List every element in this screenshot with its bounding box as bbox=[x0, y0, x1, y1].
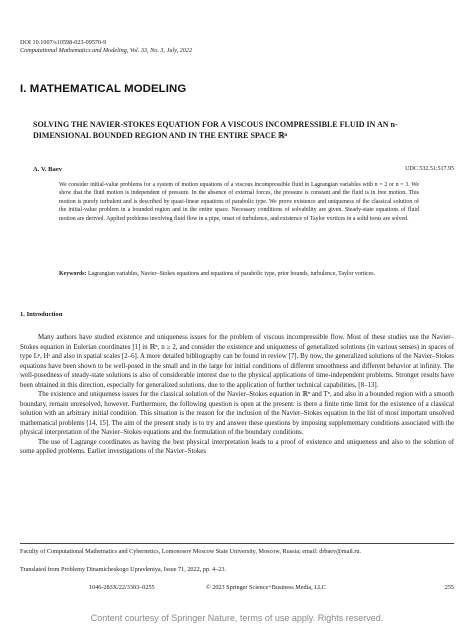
translation-footnote: Translated from Problemy Dinamicheskogo Upravleniya, Issue 71, 2022, pp. 4–23. bbox=[20, 566, 226, 573]
page-number: 255 bbox=[444, 584, 454, 591]
paragraph: The existence and uniqueness issues for the classical solution of the Navier–Stokes equation in ℝⁿ and Tⁿ, and also in a bounded region with a smooth boundary, remain unresolved, however. Furthermore, the following question is open at the present: is there a finite time limit for the existence of a classical solution with an arbitrary initial condition. This situation is the reason for the inclusion of the Navier–Stokes equation in the list of most important unsolved mathematical problems [14, 15]. The aim of the present study is to try and answer these questions by imposing supplementary conditions associated with the physical interpretation of the Navier–Stokes equations and the formulation of the boundary conditions. bbox=[20, 391, 454, 436]
keywords bbox=[59, 270, 419, 278]
article-title: SOLVING THE NAVIER-STOKES EQUATION FOR A VISCOUS INCOMPRESSIBLE FLUID IN AN n-DIMENSIONAL BOUNDED REGION AND IN THE ENTIRE SPACE ℝⁿ bbox=[33, 120, 398, 140]
section-title: I. MATHEMATICAL MODELING bbox=[20, 83, 187, 95]
copyright-notice: © 2023 Springer Science+Business Media, LLC bbox=[206, 584, 326, 591]
author-name: A. V. Baev bbox=[33, 166, 63, 173]
udc-code: UDC 532.51:517.95 bbox=[405, 166, 454, 172]
journal-citation: Computational Mathematics and Modeling, Vol. 33, No. 3, July, 2022 bbox=[20, 47, 193, 54]
paragraph: Many authors have studied existence and uniqueness issues for the problem of viscous incompressible flow. Most of these studies use the Navier–Stokes equation in Eulerian coordinates [1] in ℝⁿ, n ≥ 2, and consider the existence and uniqueness of generalized solutions (in various senses) in spaces of type Lᵖ, Hˢ and also in spatial scales [2–6]. A more detailed bibliography can be found in review [7]. By now, the generalized solutions of the Navier–Stokes equations have been shown to be well-posed in the small and in the large for initial conditions of different smoothness and different behavior at infinity. The well-posedness of steady-state solutions is also of considerable interest due to the physical applications of time-independent problems. Stronger results have been obtained in this direction, especially for generalized solutions, due to the application of further technical capabilities, [8–13]. bbox=[20, 334, 454, 389]
introduction-body bbox=[20, 333, 454, 457]
affiliation-footnote: Faculty of Computational Mathematics and Cybernetics, Lomonosov Moscow State University, Moscow, Russia; email: drbaev@mail.ru. bbox=[20, 548, 362, 555]
introduction-heading: 1. Introduction bbox=[20, 311, 63, 318]
doi-line[interactable]: DOI 10.1007/s10598-023-09570-9 bbox=[20, 39, 107, 46]
paragraph: The use of Lagrange coordinates as having the best physical interpretation leads to a proof of existence and uniqueness and also to the solution of some applied problems. Earlier investigations of the Navier–Stokes bbox=[20, 438, 454, 455]
issn-code: 1046-283X/22/3303–0255 bbox=[89, 584, 155, 591]
courtesy-notice[interactable]: Content courtesy of Springer Nature, terms of use apply. Rights reserved. bbox=[90, 613, 384, 623]
footnote-divider bbox=[20, 543, 454, 544]
keywords-text: Lagrangian variables, Navier–Stokes equations and equations of parabolic type, prior bounds, turbulence, Taylor vortices. bbox=[87, 271, 376, 277]
abstract-text: We consider initial-value problems for a system of motion equations of a viscous incompressible fluid in Lagrangian variables with n = 2 or n = 3. We show that the fluid motion is independent of pressure. In the absence of external forces, the pressure is constant and the fluid is in free motion. This motion is purely turbulent and is described by quasi-linear equations of parabolic type. We prove existence and uniqueness of the classical solution of the initial-value problem in a bounded region and in the entire space. Necessary conditions of solvability are given. Steady-state equations of fluid motion are derived. Applied problems involving fluid flow in a pipe, onset of turbulence, and existence of Taylor vortices in a solid torus are solved. bbox=[59, 182, 419, 222]
keywords-label: Keywords: bbox=[59, 271, 87, 277]
